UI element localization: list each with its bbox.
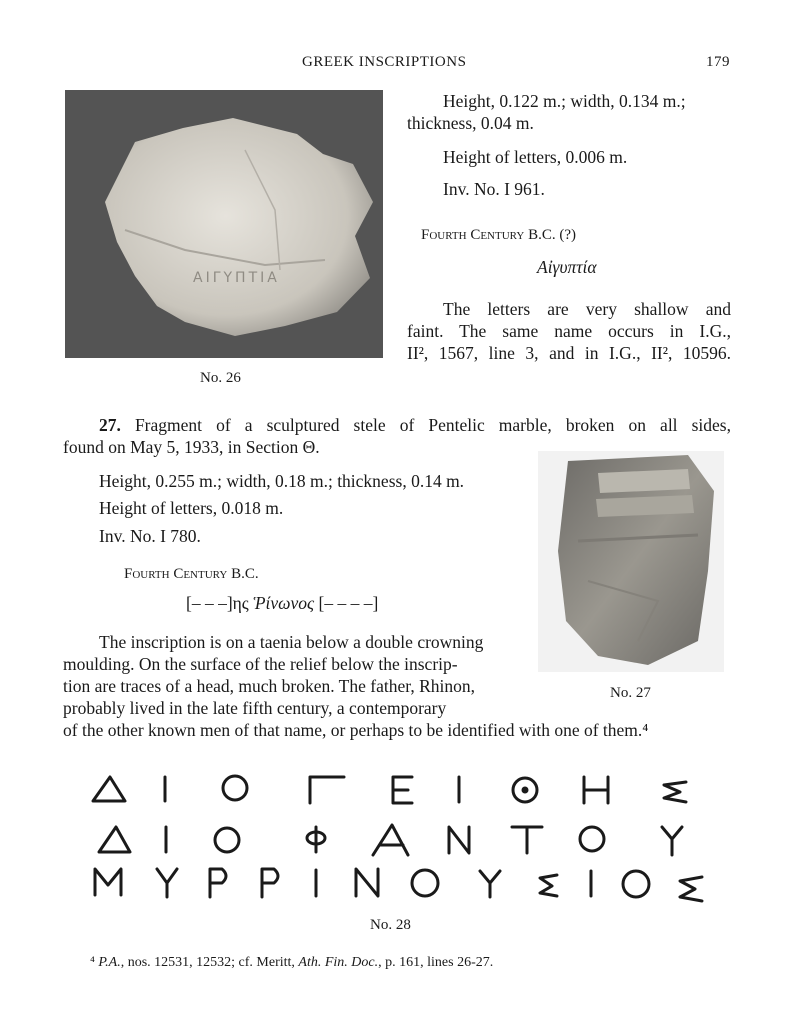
item27-commentary-line: The inscription is on a taenia below a double crowning [99,632,484,652]
footnote-ref: P.A. [98,955,121,970]
letter-upsilon [480,871,500,897]
footnote-marker: ⁴ [90,955,95,970]
letter-gamma [310,777,344,803]
item27-letter-height: Height of letters, 0.018 m. [99,498,284,518]
item27-text-close: [– – – –] [318,593,379,613]
item26-dimensions-line1: Height, 0.122 m.; width, 0.134 m.; [443,91,686,111]
item26-letter-height: Height of letters, 0.006 m. [443,147,628,167]
letter-upsilon [157,869,177,897]
photo-no-26-caption: No. 26 [200,370,241,386]
letter-delta [99,827,130,852]
item26-commentary-line: II², 1567, line 3, and in I.G., II², 10596. [407,343,731,363]
letter-omicron [580,827,604,851]
letter-omicron [412,870,438,896]
item26-commentary-line: faint. The same name occurs in I.G., [407,321,731,341]
item27-dimensions: Height, 0.255 m.; width, 0.18 m.; thickness, 0.14 m. [99,471,465,491]
item27-commentary-line: probably lived in the late fifth century, a contemporary [63,698,447,718]
letter-rho [210,869,226,897]
stone-fragment-26-image [65,90,383,358]
item27-commentary-line: of the other known men of that name, or perhaps to be identified with one of them.⁴ [63,720,649,740]
letter-nu [449,827,469,853]
footnote-nos: , nos. 12531, 12532; cf. Meritt, [120,955,299,970]
inscription-28-line-3 [95,869,702,901]
item26-dimensions-line2: thickness, 0.04 m. [407,113,534,133]
item27-description-line2: found on May 5, 1933, in Section Θ. [63,437,320,457]
item27-commentary-line: moulding. On the surface of the relief below the inscrip- [63,654,458,674]
item26-commentary [407,298,731,364]
letter-mu [95,869,121,895]
item27-commentary-line: tion are traces of a head, much broken. The father, Rhinon, [63,676,476,696]
item27-inventory: Inv. No. I 780. [99,526,201,546]
item27-text-name: Ῥίνωνος [253,593,315,613]
inscription-28-line-1 [93,776,686,803]
footnote-rest: , p. 161, lines 26-27. [378,955,494,970]
letter-sigma [664,782,686,802]
item27-commentary [63,631,648,741]
item27-inscription-text [186,592,378,614]
item26-inscription-text: Αἰγυπτία [537,257,597,277]
page-number: 179 [706,54,730,70]
letter-nu [356,869,378,896]
letter-sigma [540,875,557,896]
item26-date: Fourth Century B.C. (?) [421,227,576,243]
letter-delta [93,777,125,801]
running-title: GREEK INSCRIPTIONS [302,54,467,70]
letter-upsilon [662,827,682,855]
letter-epsilon [393,777,412,803]
item27-description-line1: Fragment of a sculptured stele of Pentelic marble, broken on all sides, [134,415,731,435]
svg-text:ΑΙΓΥΠΤΙΑ: ΑΙΓΥΠΤΙΑ [193,270,280,286]
footnote-work: Ath. Fin. Doc. [298,955,379,970]
photo-no-27-caption: No. 27 [610,685,651,701]
inscription-28-drawing [0,765,794,925]
letter-omicron [215,828,239,852]
letter-theta-dot [523,788,527,792]
photo-no-26 [65,90,383,358]
item27-text-open: [– – –]ης [186,593,249,613]
letter-alpha [373,825,408,855]
letter-rho [262,869,278,897]
item26-inventory: Inv. No. I 961. [443,179,545,199]
letter-tau [512,827,542,853]
running-header [0,54,794,74]
letter-sigma [680,877,702,901]
inscription-28-line-2 [99,825,682,855]
letter-eta [584,777,608,803]
inscription-28-caption: No. 28 [370,917,411,933]
item26-commentary-line: The letters are very shallow and [443,299,731,319]
letter-omicron [223,776,247,800]
letter-omicron [623,871,649,897]
item27-date: Fourth Century B.C. [124,566,259,582]
footnote [90,955,493,971]
item27-number: 27. [99,415,121,435]
